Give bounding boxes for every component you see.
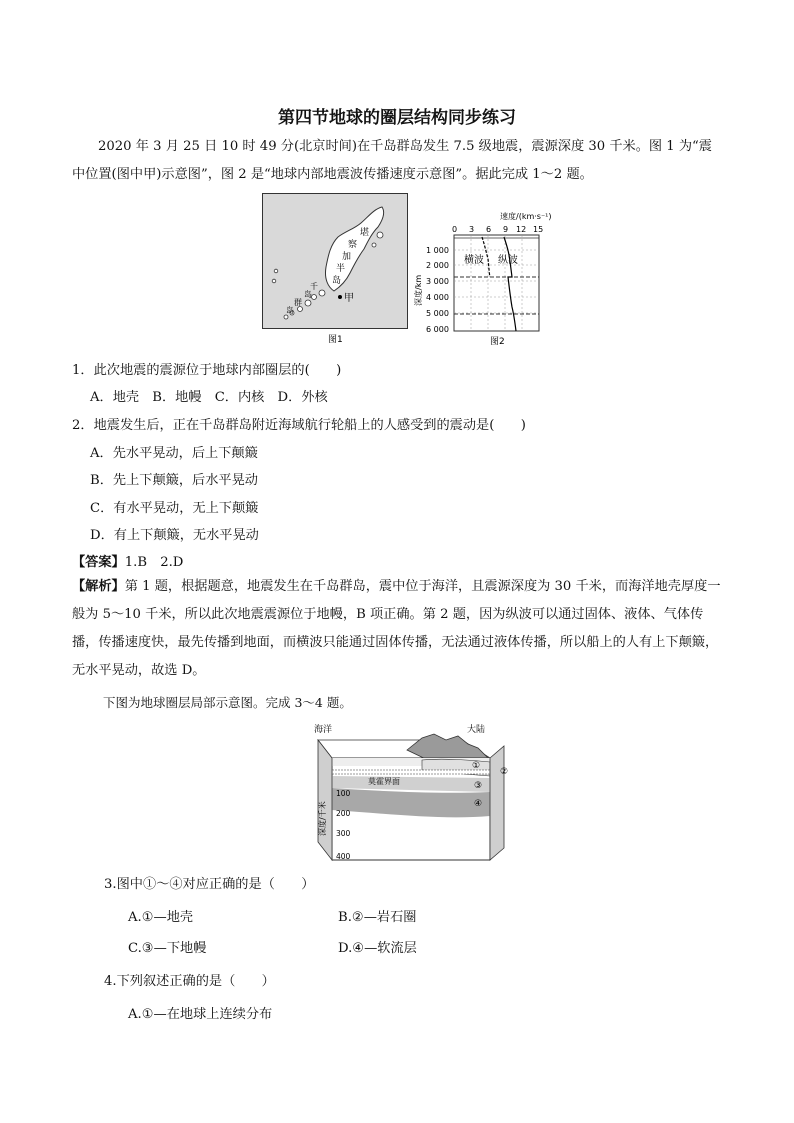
marker-3: ③ (474, 781, 483, 791)
svg-text:12: 12 (516, 225, 527, 234)
p-wave-curve (504, 237, 516, 331)
svg-text:100: 100 (336, 789, 351, 798)
svg-text:6 000: 6 000 (426, 325, 449, 334)
intro2-paragraph: 下图为地球圈层局部示意图。完成 3～4 题。 (103, 695, 352, 710)
svg-text:群: 群 (294, 298, 302, 307)
q1-stem: 1．此次地震的震源位于地球内部圈层的( ) (72, 363, 342, 378)
seismic-velocity-figure (412, 211, 562, 345)
svg-text:2 000: 2 000 (426, 261, 449, 270)
svg-text:半: 半 (336, 264, 346, 274)
answer-line (72, 551, 183, 570)
depth-axis-label-fig3: 深度/千米 (318, 801, 327, 836)
svg-text:察: 察 (348, 240, 358, 250)
q2-stem: 2．地震发生后，正在千岛群岛附近海域航行轮船上的人感受到的震动是( ) (72, 418, 526, 433)
q3-option-d: D.④—软流层 (338, 941, 417, 956)
epicenter-map-figure (262, 193, 410, 345)
answer-text: 1.B 2.D (124, 555, 184, 570)
velocity-ticks (452, 225, 543, 234)
answer-tag: 【答案】 (72, 555, 125, 570)
marker-2: ② (500, 767, 509, 777)
p-wave-label: 纵波 (498, 255, 518, 266)
analysis-paragraph (72, 573, 724, 685)
q3-option-a: A.①—地壳 (128, 910, 194, 925)
svg-text:堪: 堪 (360, 228, 370, 238)
s-wave-label: 横波 (464, 255, 484, 266)
q2-option-d: D．有上下颠簸，无水平晃动 (90, 528, 259, 543)
continent-label: 大陆 (467, 725, 486, 735)
svg-text:3: 3 (469, 225, 475, 234)
marker-1: ① (472, 761, 481, 771)
ocean-label: 海洋 (314, 725, 333, 735)
svg-text:9: 9 (503, 225, 509, 234)
svg-text:6: 6 (486, 225, 492, 234)
svg-text:5 000: 5 000 (426, 309, 449, 318)
svg-text:300: 300 (336, 829, 351, 838)
depth-ticks (426, 246, 449, 334)
q1-options: A．地壳 B．地幔 C．内核 D．外核 (90, 390, 328, 405)
analysis-tag: 【解析】 (72, 579, 125, 594)
page-title: 第四节地球的圈层结构同步练习 (278, 108, 516, 128)
earth-layers-figure (312, 718, 518, 864)
q4-option-a: A.①—在地球上连续分布 (128, 1007, 273, 1022)
svg-text:200: 200 (336, 809, 351, 818)
intro-paragraph: 2020 年 3 月 25 日 10 时 49 分(北京时间)在千岛群岛发生 7.5 级地震，震源深度 30 千米。图 1 为“震中位置(图中甲)示意图”，图 2 是“地球内部地震波传播速度示意图”。据此完成 1～2 题。 (72, 139, 712, 182)
analysis-text: 第 1 题，根据题意，地震发生在千岛群岛，震中位于海洋，且震源深度为 30 千米，而海洋地壳厚度一般为 5～10 千米，所以此次地震震源位于地幔，B 项正确。第 2 题，因为纵波可以通过固体、液体、气体传播，传播速度快，最先传播到地面，而横波只能通过固体传播，无法通过液体传播，所以船上的人有上下颠簸，无水平晃动，故选 D。 (72, 579, 721, 678)
svg-text:4 000: 4 000 (426, 293, 449, 302)
epicenter-label: 甲 (344, 293, 354, 304)
figure2-caption: 图2 (490, 337, 505, 345)
svg-text:400: 400 (336, 852, 351, 861)
marker-4: ④ (474, 799, 483, 809)
depth-axis-label: 深度/km (414, 274, 423, 306)
svg-text:1 000: 1 000 (426, 246, 449, 255)
velocity-axis-label: 速度/(km·s⁻¹) (500, 212, 552, 221)
svg-text:0: 0 (452, 225, 458, 234)
moho-label: 莫霍界面 (368, 777, 400, 786)
q2-option-c: C．有水平晃动，无上下颠簸 (90, 501, 259, 516)
q2-option-b: B．先上下颠簸，后水平晃动 (90, 473, 258, 488)
epicenter-dot (338, 295, 342, 299)
svg-text:岛: 岛 (286, 306, 294, 315)
q2-option-a: A．先水平晃动，后上下颠簸 (90, 446, 258, 461)
svg-text:岛: 岛 (304, 290, 312, 299)
svg-text:千: 千 (310, 282, 318, 291)
svg-text:岛: 岛 (332, 276, 342, 286)
q3-option-b: B.②—岩石圈 (338, 910, 417, 925)
q4-stem: 4.下列叙述正确的是（ ） (104, 974, 275, 989)
q3-option-c: C.③—下地幔 (128, 941, 207, 956)
figure1-caption: 图1 (328, 335, 343, 345)
svg-text:3 000: 3 000 (426, 277, 449, 286)
svg-text:加: 加 (342, 252, 352, 262)
svg-text:15: 15 (533, 225, 544, 234)
q3-stem: 3.图中①～④对应正确的是（ ） (104, 877, 315, 892)
